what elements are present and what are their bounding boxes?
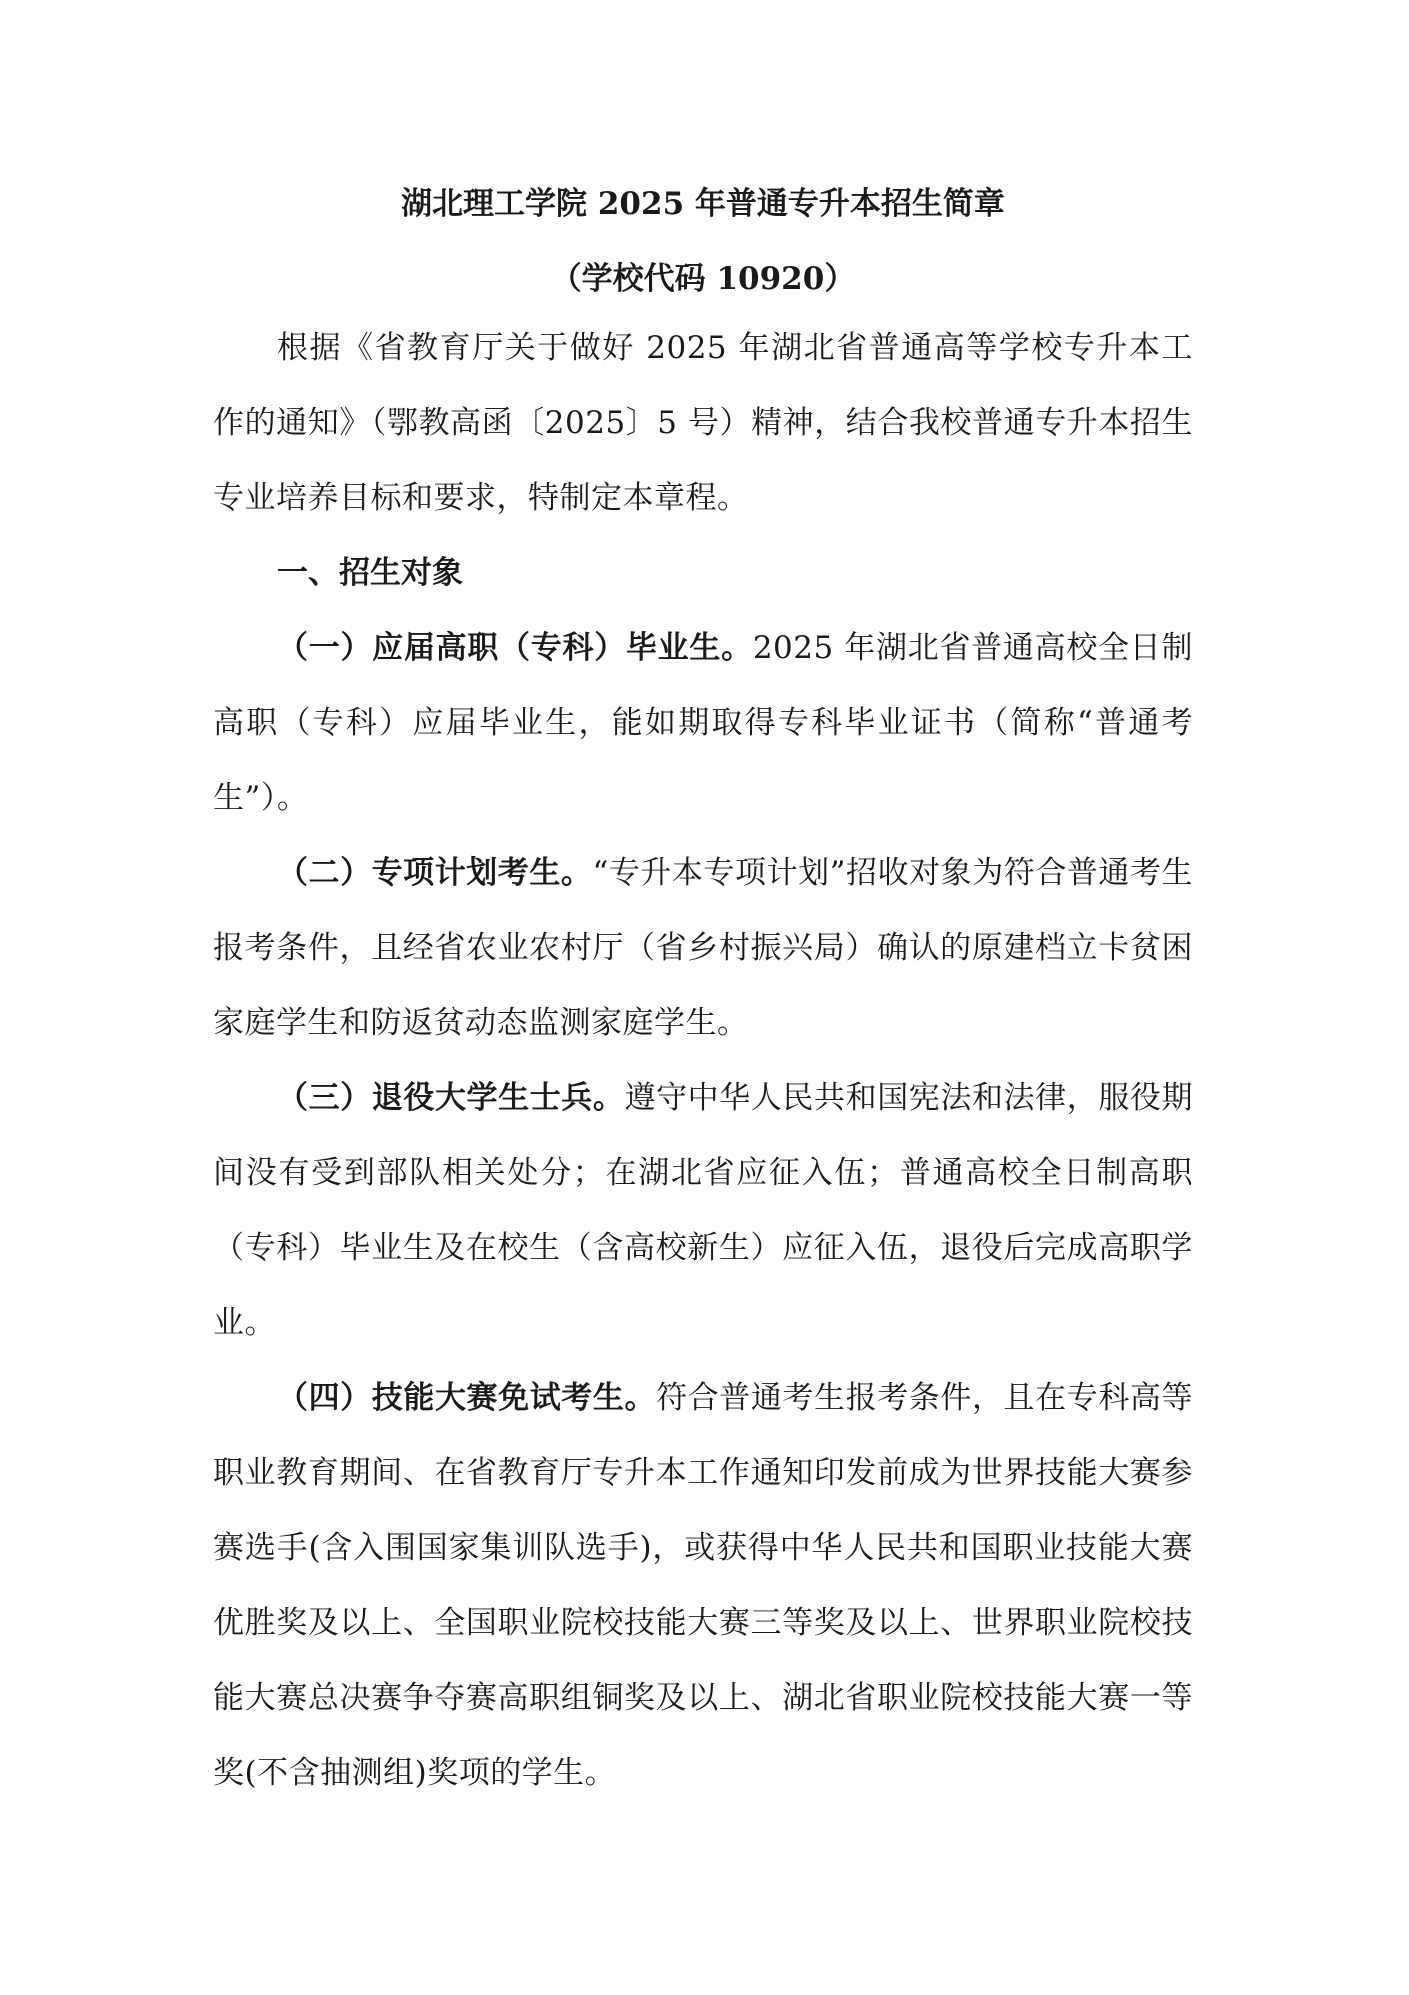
item-body-3: 遵守中华人民共和国宪法和法律，服役期间没有受到部队相关处分；在湖北省应征入伍；普通高校全日制高职（专科）毕业生及在校生（含高校新生）应征入伍，退役后完成高职学业。 — [213, 1080, 1194, 1341]
document-title: 湖北理工学院 2025 年普通专升本招生简章 — [401, 186, 1005, 222]
item-lead-2: （二）专项计划考生。 — [277, 855, 593, 891]
item-lead-3: （三）退役大学生士兵。 — [277, 1080, 625, 1116]
item-paragraph-3 — [213, 1061, 1193, 1361]
item-body-1: 2025 年湖北省普通高校全日制高职（专科）应届毕业生，能如期取得专科毕业证书（简称“普通考生”）。 — [213, 630, 1194, 816]
item-paragraph-1 — [213, 611, 1193, 836]
item-lead-1: （一）应届高职（专科）毕业生。 — [277, 630, 753, 666]
item-paragraph-2 — [213, 836, 1193, 1061]
section-heading-admission-targets: 一、招生对象 — [277, 555, 463, 591]
document-body — [213, 183, 1193, 1811]
item-body-4: 符合普通考生报考条件，且在专科高等职业教育期间、在省教育厅专升本工作通知印发前成为世界技能大赛参赛选手(含入围国家集训队选手)，或获得中华人民共和国职业技能大赛优胜奖及以上、全国职业院校技能大赛三等奖及以上、世界职业院校技能大赛总决赛争夺赛高职组铜奖及以上、湖北省职业院校技能大赛一等奖(不含抽测组)奖项的学生。 — [213, 1380, 1194, 1791]
item-paragraph-4 — [213, 1361, 1193, 1811]
school-code: （学校代码 10920） — [550, 261, 856, 297]
item-body-2: “专升本专项计划”招收对象为符合普通考生报考条件，且经省农业农村厅（省乡村振兴局）确认的原建档立卡贫困家庭学生和防返贫动态监测家庭学生。 — [213, 855, 1193, 1041]
intro-paragraph: 根据《省教育厅关于做好 2025 年湖北省普通高等学校专升本工作的通知》（鄂教高函〔2025〕5 号）精神，结合我校普通专升本招生专业培养目标和要求，特制定本章程。 — [213, 330, 1193, 516]
item-lead-4: （四）技能大赛免试考生。 — [277, 1380, 657, 1416]
